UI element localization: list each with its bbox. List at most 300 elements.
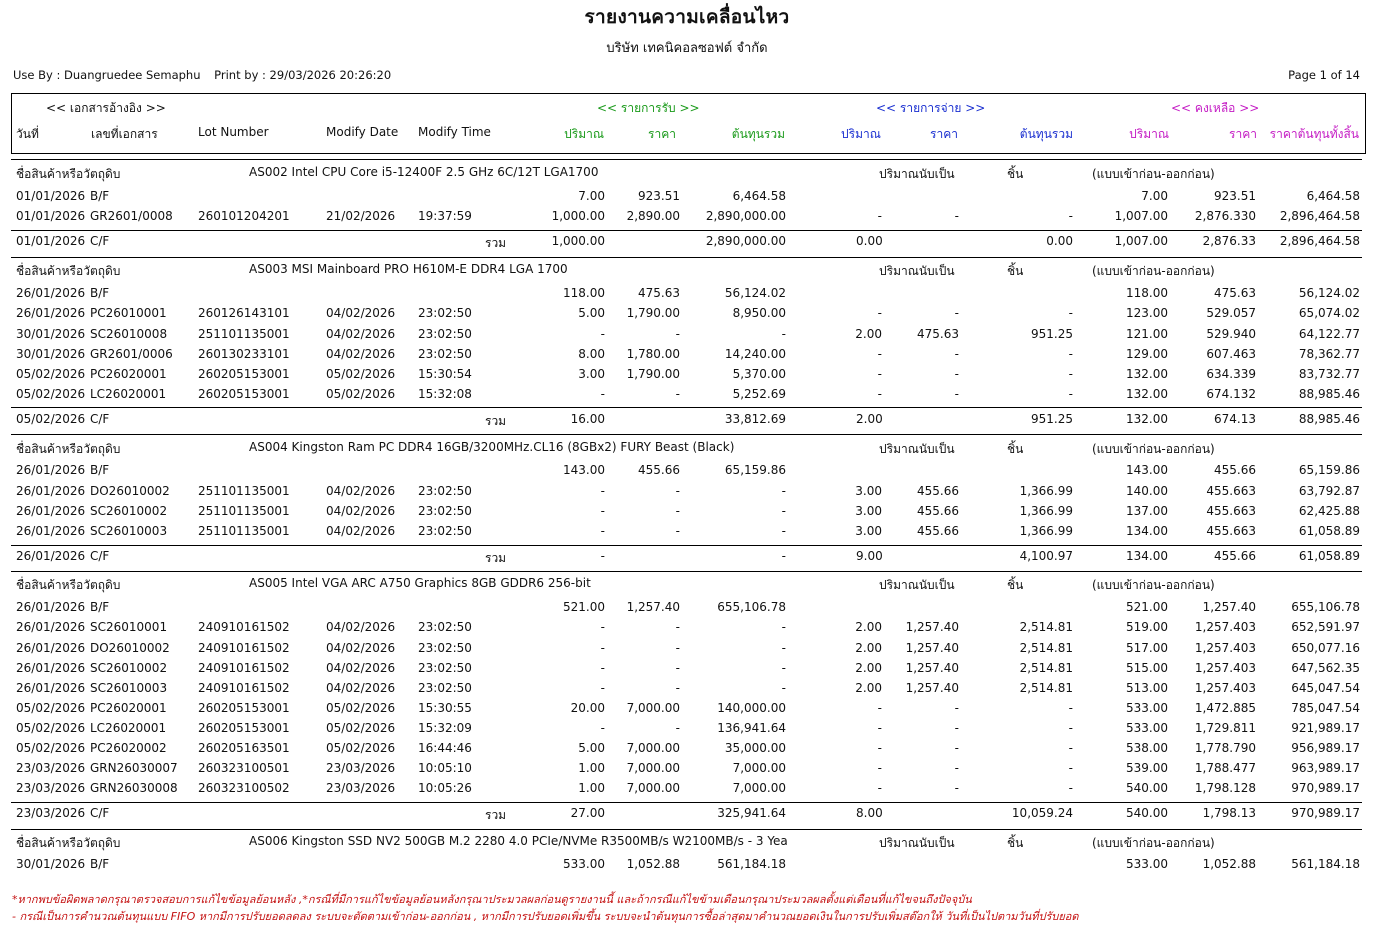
cell-date: 01/01/2026 [16, 209, 86, 223]
cell-issue-price: 1,257.40 [905, 681, 959, 695]
costing-method: (แบบเข้าก่อน-ออกก่อน) [1092, 836, 1215, 850]
total-date: 05/02/2026 [16, 412, 86, 426]
total-balance-price: 674.13 [1214, 412, 1256, 426]
total-receive-cost: 325,941.64 [717, 806, 786, 820]
cell-receive-price: 2,890.00 [626, 209, 680, 223]
unit-label: ปริมาณนับเป็น [879, 264, 955, 278]
cell-modify-time: 15:30:55 [418, 701, 472, 715]
page-number: Page 1 of 14 [1288, 68, 1360, 82]
cell-balance-qty: 123.00 [1126, 306, 1168, 320]
row-divider [11, 257, 1362, 258]
cell-receive-price: - [675, 661, 680, 675]
cell-issue-cost: 1,366.99 [1019, 504, 1073, 518]
total-receive-qty: - [600, 549, 605, 563]
cell-issue-cost: 1,366.99 [1019, 524, 1073, 538]
cell-balance-cost: 645,047.54 [1291, 681, 1360, 695]
cell-date: 01/01/2026 [16, 189, 86, 203]
cell-balance-price: 634.339 [1206, 367, 1256, 381]
cell-receive-qty: 5.00 [578, 741, 605, 755]
product-name: AS005 Intel VGA ARC A750 Graphics 8GB GDDR6 256-bit [249, 576, 591, 590]
cell-date: 30/01/2026 [16, 327, 86, 341]
cell-modify-time: 10:05:10 [418, 761, 472, 775]
cell-modify-time: 23:02:50 [418, 306, 472, 320]
cell-issue-cost: - [1068, 306, 1073, 320]
cell-balance-cost: 2,896,464.58 [1279, 209, 1360, 223]
cell-balance-qty: 515.00 [1126, 661, 1168, 675]
product-label: ชื่อสินค้าหรือวัตถุดิบ [16, 836, 121, 850]
cell-modify-date: 05/02/2026 [326, 387, 396, 401]
cell-issue-cost: - [1068, 721, 1073, 735]
cell-balance-qty: 521.00 [1126, 600, 1168, 614]
cell-doc-no: GRN26030007 [90, 761, 178, 775]
total-receive-cost: 2,890,000.00 [705, 234, 786, 248]
cell-doc-no: GR2601/0008 [90, 209, 173, 223]
cell-receive-price: - [675, 620, 680, 634]
cell-modify-date: 23/03/2026 [326, 781, 396, 795]
cell-balance-price: 1,257.403 [1194, 681, 1256, 695]
total-balance-qty: 132.00 [1126, 412, 1168, 426]
cell-balance-price: 475.63 [1214, 286, 1256, 300]
cell-receive-cost: 7,000.00 [732, 781, 786, 795]
col-balance-price: ราคา [1229, 127, 1257, 141]
product-name: AS002 Intel CPU Core i5-12400F 2.5 GHz 6C/12T LGA1700 [249, 165, 599, 179]
cell-issue-cost: - [1068, 387, 1073, 401]
cell-receive-cost: - [781, 641, 786, 655]
row-divider [11, 545, 1362, 546]
cell-issue-cost: 2,514.81 [1019, 641, 1073, 655]
cell-balance-qty: 533.00 [1126, 857, 1168, 871]
cell-modify-time: 23:02:50 [418, 524, 472, 538]
cell-receive-qty: 533.00 [563, 857, 605, 871]
cell-lot-number: 260205163501 [198, 741, 290, 755]
cell-lot-number: 240910161502 [198, 661, 290, 675]
company-name: บริษัท เทคนิคอลซอฟต์ จำกัด [606, 41, 768, 56]
cell-modify-date: 04/02/2026 [326, 347, 396, 361]
unit-value: ชิ้น [1007, 578, 1024, 592]
cell-lot-number: 251101135001 [198, 504, 290, 518]
cell-balance-qty: 118.00 [1126, 286, 1168, 300]
cell-balance-price: 529.940 [1206, 327, 1256, 341]
cell-modify-date: 05/02/2026 [326, 367, 396, 381]
cell-issue-price: 455.66 [917, 524, 959, 538]
cell-issue-price: 1,257.40 [905, 661, 959, 675]
cell-receive-cost: 2,890,000.00 [705, 209, 786, 223]
unit-value: ชิ้น [1007, 442, 1024, 456]
total-sum-label: รวม [485, 414, 507, 428]
cell-balance-cost: 6,464.58 [1306, 189, 1360, 203]
cell-lot-number: 251101135001 [198, 524, 290, 538]
cell-balance-cost: 652,591.97 [1291, 620, 1360, 634]
cell-modify-time: 23:02:50 [418, 327, 472, 341]
col-receive-cost: ต้นทุนรวม [731, 127, 785, 141]
cell-balance-cost: 655,106.78 [1291, 600, 1360, 614]
group-issue: << รายการจ่าย >> [876, 101, 986, 115]
cell-modify-date: 05/02/2026 [326, 721, 396, 735]
total-date: 01/01/2026 [16, 234, 86, 248]
cell-balance-qty: 1,007.00 [1114, 209, 1168, 223]
cell-lot-number: 260323100502 [198, 781, 290, 795]
cell-issue-price: 1,257.40 [905, 620, 959, 634]
cell-date: 30/01/2026 [16, 857, 86, 871]
column-header [11, 93, 1366, 154]
cell-issue-price: - [954, 387, 959, 401]
cell-doc-no: SC26010002 [90, 504, 168, 518]
cell-receive-price: 1,257.40 [626, 600, 680, 614]
cell-issue-cost: - [1068, 367, 1073, 381]
cell-receive-cost: - [781, 484, 786, 498]
cell-issue-qty: - [877, 209, 882, 223]
cell-date: 05/02/2026 [16, 721, 86, 735]
total-balance-qty: 540.00 [1126, 806, 1168, 820]
cell-receive-cost: 5,370.00 [732, 367, 786, 381]
product-label: ชื่อสินค้าหรือวัตถุดิบ [16, 167, 121, 181]
cell-balance-qty: 533.00 [1126, 701, 1168, 715]
cell-doc-no: SC26010002 [90, 661, 168, 675]
cell-balance-cost: 647,562.35 [1291, 661, 1360, 675]
col-receive-price: ราคา [648, 127, 676, 141]
cell-balance-cost: 61,058.89 [1298, 524, 1360, 538]
total-balance-cost: 970,989.17 [1291, 806, 1360, 820]
cell-doc-no: SC26010001 [90, 620, 168, 634]
use-by: Use By : Duangruedee Semaphu [13, 68, 201, 82]
cell-balance-qty: 132.00 [1126, 387, 1168, 401]
cell-receive-price: - [675, 681, 680, 695]
total-balance-cost: 2,896,464.58 [1279, 234, 1360, 248]
cell-modify-date: 04/02/2026 [326, 681, 396, 695]
cell-balance-cost: 921,989.17 [1291, 721, 1360, 735]
cell-date: 26/01/2026 [16, 504, 86, 518]
cell-modify-date: 04/02/2026 [326, 306, 396, 320]
cell-issue-qty: - [877, 721, 882, 735]
cell-receive-price: 1,780.00 [626, 347, 680, 361]
cell-receive-qty: - [600, 504, 605, 518]
cell-receive-cost: - [781, 327, 786, 341]
total-balance-qty: 134.00 [1126, 549, 1168, 563]
cell-receive-price: - [675, 524, 680, 538]
cell-balance-price: 1,052.88 [1202, 857, 1256, 871]
unit-label: ปริมาณนับเป็น [879, 442, 955, 456]
cell-issue-price: 475.63 [917, 327, 959, 341]
cell-receive-qty: 5.00 [578, 306, 605, 320]
cell-issue-cost: 2,514.81 [1019, 661, 1073, 675]
cell-lot-number: 251101135001 [198, 327, 290, 341]
cell-balance-price: 455.663 [1206, 504, 1256, 518]
cell-balance-cost: 963,989.17 [1291, 761, 1360, 775]
cell-doc-no: B/F [90, 600, 110, 614]
cell-receive-qty: 143.00 [563, 463, 605, 477]
cell-date: 26/01/2026 [16, 463, 86, 477]
cell-issue-price: - [954, 306, 959, 320]
cell-issue-price: - [954, 781, 959, 795]
total-issue-qty: 8.00 [856, 806, 883, 820]
footer-notes [12, 891, 1079, 925]
cell-issue-cost: - [1068, 741, 1073, 755]
cell-balance-qty: 538.00 [1126, 741, 1168, 755]
cell-modify-date: 04/02/2026 [326, 327, 396, 341]
cell-receive-price: 1,052.88 [626, 857, 680, 871]
total-balance-price: 2,876.33 [1202, 234, 1256, 248]
row-divider [11, 434, 1362, 435]
cell-issue-price: 1,257.40 [905, 641, 959, 655]
row-divider [11, 407, 1362, 408]
total-receive-qty: 27.00 [570, 806, 605, 820]
report-meta [13, 68, 401, 82]
cell-issue-qty: 2.00 [855, 661, 882, 675]
cell-modify-time: 10:05:26 [418, 781, 472, 795]
total-receive-cost: 33,812.69 [724, 412, 786, 426]
product-label: ชื่อสินค้าหรือวัตถุดิบ [16, 264, 121, 278]
cell-modify-time: 23:02:50 [418, 641, 472, 655]
cell-date: 26/01/2026 [16, 600, 86, 614]
cell-receive-price: - [675, 504, 680, 518]
cell-balance-qty: 517.00 [1126, 641, 1168, 655]
cell-balance-price: 1,257.403 [1194, 620, 1256, 634]
total-balance-cost: 61,058.89 [1298, 549, 1360, 563]
unit-label: ปริมาณนับเป็น [879, 578, 955, 592]
cell-balance-qty: 129.00 [1126, 347, 1168, 361]
cell-receive-qty: 1.00 [578, 781, 605, 795]
cell-modify-date: 21/02/2026 [326, 209, 396, 223]
cell-modify-time: 15:32:08 [418, 387, 472, 401]
cell-balance-price: 1,778.790 [1194, 741, 1256, 755]
cell-modify-time: 19:37:59 [418, 209, 472, 223]
cell-receive-price: - [675, 327, 680, 341]
cell-balance-qty: 121.00 [1126, 327, 1168, 341]
unit-value: ชิ้น [1007, 836, 1024, 850]
group-receive: << รายการรับ >> [597, 101, 700, 115]
cell-modify-time: 23:02:50 [418, 484, 472, 498]
cell-receive-cost: 35,000.00 [724, 741, 786, 755]
cell-balance-qty: 132.00 [1126, 367, 1168, 381]
cell-balance-price: 455.66 [1214, 463, 1256, 477]
cell-receive-cost: - [781, 620, 786, 634]
cell-balance-price: 1,788.477 [1194, 761, 1256, 775]
product-label: ชื่อสินค้าหรือวัตถุดิบ [16, 578, 121, 592]
cell-issue-price: - [954, 209, 959, 223]
total-sum-label: รวม [485, 808, 507, 822]
cell-issue-cost: - [1068, 701, 1073, 715]
cell-issue-qty: - [877, 387, 882, 401]
cell-receive-cost: 136,941.64 [717, 721, 786, 735]
col-lot: Lot Number [198, 125, 269, 139]
row-divider [11, 802, 1362, 803]
cell-issue-cost: 2,514.81 [1019, 681, 1073, 695]
row-divider [11, 159, 1362, 160]
cell-date: 26/01/2026 [16, 661, 86, 675]
costing-method: (แบบเข้าก่อน-ออกก่อน) [1092, 578, 1215, 592]
cell-balance-cost: 63,792.87 [1298, 484, 1360, 498]
cell-balance-cost: 56,124.02 [1298, 286, 1360, 300]
total-issue-qty: 9.00 [856, 549, 883, 563]
cell-date: 26/01/2026 [16, 286, 86, 300]
cell-receive-qty: 1,000.00 [551, 209, 605, 223]
total-issue-cost: 951.25 [1031, 412, 1073, 426]
cell-doc-no: PC26020001 [90, 701, 167, 715]
cell-date: 05/02/2026 [16, 701, 86, 715]
cell-balance-price: 1,798.128 [1194, 781, 1256, 795]
cell-issue-qty: 3.00 [855, 484, 882, 498]
cell-modify-time: 15:30:54 [418, 367, 472, 381]
cell-modify-time: 15:32:09 [418, 721, 472, 735]
cell-balance-cost: 64,122.77 [1298, 327, 1360, 341]
cell-balance-price: 529.057 [1206, 306, 1256, 320]
cell-modify-date: 04/02/2026 [326, 504, 396, 518]
cell-balance-qty: 140.00 [1126, 484, 1168, 498]
cell-lot-number: 260205153001 [198, 367, 290, 381]
cell-modify-date: 05/02/2026 [326, 741, 396, 755]
cell-issue-price: - [954, 761, 959, 775]
cell-issue-price: - [954, 367, 959, 381]
cell-issue-qty: - [877, 347, 882, 361]
cell-balance-price: 674.132 [1206, 387, 1256, 401]
row-divider [11, 571, 1362, 572]
cell-date: 05/02/2026 [16, 741, 86, 755]
cell-receive-cost: - [781, 524, 786, 538]
cell-lot-number: 260205153001 [198, 701, 290, 715]
cell-date: 30/01/2026 [16, 347, 86, 361]
costing-method: (แบบเข้าก่อน-ออกก่อน) [1092, 167, 1215, 181]
cell-receive-price: 7,000.00 [626, 701, 680, 715]
total-balance-price: 455.66 [1214, 549, 1256, 563]
cell-issue-qty: - [877, 306, 882, 320]
cell-date: 26/01/2026 [16, 620, 86, 634]
cell-receive-cost: 655,106.78 [717, 600, 786, 614]
cell-receive-price: 923.51 [638, 189, 680, 203]
cell-balance-price: 455.663 [1206, 524, 1256, 538]
total-date: 26/01/2026 [16, 549, 86, 563]
unit-label: ปริมาณนับเป็น [879, 167, 955, 181]
total-issue-qty: 2.00 [856, 412, 883, 426]
cell-receive-price: - [675, 721, 680, 735]
cell-receive-qty: 20.00 [570, 701, 605, 715]
cell-balance-cost: 956,989.17 [1291, 741, 1360, 755]
cell-doc-no: PC26020001 [90, 367, 167, 381]
cell-receive-price: - [675, 641, 680, 655]
cell-issue-qty: - [877, 761, 882, 775]
cell-date: 26/01/2026 [16, 484, 86, 498]
cell-receive-qty: 7.00 [578, 189, 605, 203]
cell-lot-number: 260126143101 [198, 306, 290, 320]
cell-balance-cost: 650,077.16 [1291, 641, 1360, 655]
cell-date: 26/01/2026 [16, 641, 86, 655]
cell-issue-qty: 2.00 [855, 327, 882, 341]
unit-value: ชิ้น [1007, 264, 1024, 278]
cell-balance-cost: 65,159.86 [1298, 463, 1360, 477]
cell-lot-number: 240910161502 [198, 681, 290, 695]
col-balance-cost: ราคาต้นทุนทั้งสิ้น [1269, 127, 1359, 141]
cell-modify-date: 04/02/2026 [326, 641, 396, 655]
total-issue-cost: 10,059.24 [1011, 806, 1073, 820]
col-receive-qty: ปริมาณ [564, 127, 604, 141]
cell-balance-cost: 78,362.77 [1298, 347, 1360, 361]
cell-balance-price: 923.51 [1214, 189, 1256, 203]
cell-issue-cost: - [1068, 347, 1073, 361]
cell-modify-date: 04/02/2026 [326, 484, 396, 498]
cell-issue-cost: 951.25 [1031, 327, 1073, 341]
product-name: AS006 Kingston SSD NV2 500GB M.2 2280 4.0 PCIe/NVMe R3500MB/s W2100MB/s - 3 Yea [249, 834, 788, 848]
total-doc-no: C/F [90, 549, 110, 563]
cell-issue-qty: - [877, 367, 882, 381]
cell-balance-price: 607.463 [1206, 347, 1256, 361]
cell-receive-cost: 140,000.00 [717, 701, 786, 715]
cell-issue-price: 455.66 [917, 484, 959, 498]
cell-balance-qty: 7.00 [1141, 189, 1168, 203]
cell-receive-qty: - [600, 484, 605, 498]
costing-method: (แบบเข้าก่อน-ออกก่อน) [1092, 442, 1215, 456]
cell-issue-qty: 2.00 [855, 681, 882, 695]
cell-receive-qty: - [600, 387, 605, 401]
cell-doc-no: LC26020001 [90, 721, 167, 735]
group-doc-ref: << เอกสารอ้างอิง >> [46, 101, 166, 115]
cell-modify-time: 23:02:50 [418, 504, 472, 518]
cell-modify-date: 04/02/2026 [326, 524, 396, 538]
cell-receive-cost: 65,159.86 [724, 463, 786, 477]
cell-balance-price: 1,729.811 [1194, 721, 1256, 735]
cell-issue-qty: - [877, 781, 882, 795]
cell-doc-no: SC26010003 [90, 524, 168, 538]
total-issue-cost: 0.00 [1046, 234, 1073, 248]
costing-method: (แบบเข้าก่อน-ออกก่อน) [1092, 264, 1215, 278]
total-date: 23/03/2026 [16, 806, 86, 820]
cell-modify-time: 23:02:50 [418, 681, 472, 695]
cell-lot-number: 260205153001 [198, 387, 290, 401]
cell-receive-qty: - [600, 327, 605, 341]
cell-receive-price: - [675, 387, 680, 401]
cell-date: 26/01/2026 [16, 524, 86, 538]
cell-balance-cost: 65,074.02 [1298, 306, 1360, 320]
note-line: *หากพบข้อผิดพลาดกรุณาตรวจสอบการแก้ไขข้อมูลย้อนหลัง ,*กรณีที่มีการแก้ไขข้อมูลย้อนหลังกรุณาประมวลผลก่อนดูรายงานนี้ และถ้ากรณีแก้ไขข้ามเดือนกรุณาประมวลผลตั้งแต่เดือนที่แก้ไขจนถึงปัจจุบัน [12, 893, 972, 906]
cell-receive-qty: - [600, 721, 605, 735]
cell-doc-no: SC26010008 [90, 327, 168, 341]
col-issue-cost: ต้นทุนรวม [1019, 127, 1073, 141]
cell-doc-no: GR2601/0006 [90, 347, 173, 361]
col-issue-qty: ปริมาณ [841, 127, 881, 141]
cell-doc-no: GRN26030008 [90, 781, 178, 795]
col-modify-time: Modify Time [418, 125, 491, 139]
row-divider [11, 829, 1362, 830]
cell-doc-no: LC26020001 [90, 387, 167, 401]
col-docno: เลขที่เอกสาร [91, 127, 158, 141]
cell-doc-no: PC26010001 [90, 306, 167, 320]
cell-balance-qty: 533.00 [1126, 721, 1168, 735]
cell-doc-no: B/F [90, 463, 110, 477]
cell-receive-qty: - [600, 620, 605, 634]
cell-receive-price: 1,790.00 [626, 367, 680, 381]
cell-balance-qty: 143.00 [1126, 463, 1168, 477]
cell-doc-no: B/F [90, 189, 110, 203]
cell-modify-date: 05/02/2026 [326, 701, 396, 715]
cell-lot-number: 260130233101 [198, 347, 290, 361]
cell-receive-cost: 5,252.69 [732, 387, 786, 401]
total-doc-no: C/F [90, 412, 110, 426]
total-receive-cost: - [781, 549, 786, 563]
total-balance-qty: 1,007.00 [1114, 234, 1168, 248]
cell-balance-price: 1,472.885 [1194, 701, 1256, 715]
total-doc-no: C/F [90, 806, 110, 820]
cell-balance-qty: 519.00 [1126, 620, 1168, 634]
cell-balance-qty: 513.00 [1126, 681, 1168, 695]
cell-issue-cost: - [1068, 781, 1073, 795]
cell-receive-qty: - [600, 641, 605, 655]
cell-balance-cost: 62,425.88 [1298, 504, 1360, 518]
cell-issue-cost: 1,366.99 [1019, 484, 1073, 498]
cell-balance-price: 2,876.330 [1194, 209, 1256, 223]
cell-receive-cost: 14,240.00 [724, 347, 786, 361]
cell-issue-qty: - [877, 741, 882, 755]
cell-issue-cost: 2,514.81 [1019, 620, 1073, 634]
print-by: Print by : 29/03/2026 20:26:20 [214, 68, 392, 82]
cell-modify-time: 23:02:50 [418, 620, 472, 634]
